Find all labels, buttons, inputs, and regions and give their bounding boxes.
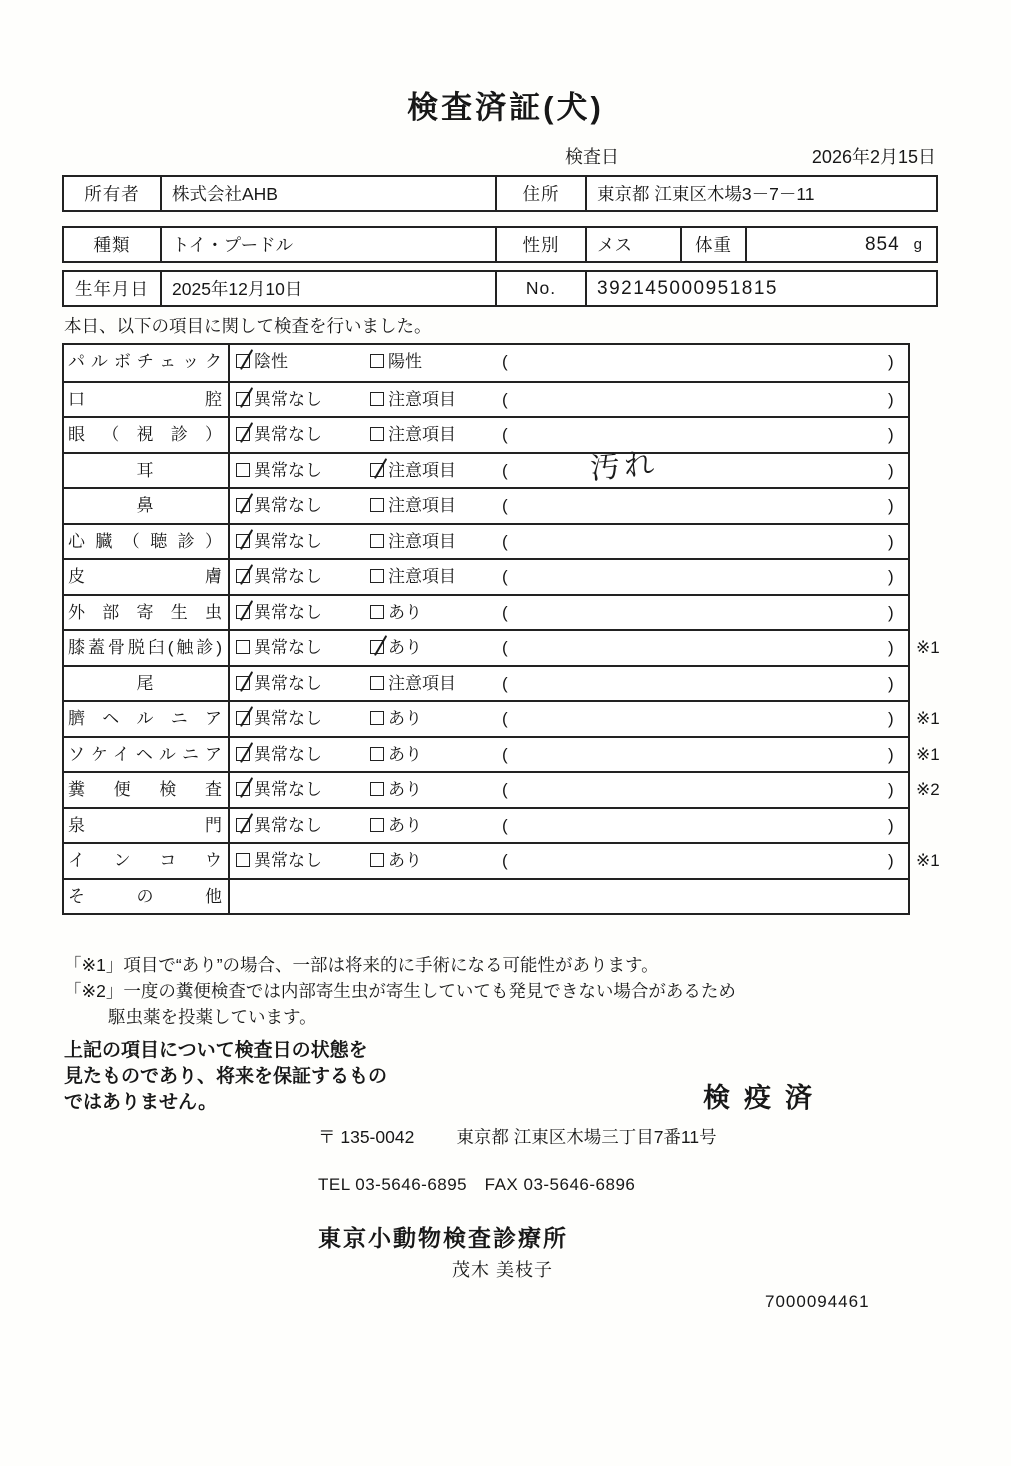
option-label: 注意項目 [388,673,456,693]
paren-open: ( [502,602,508,622]
paren-handwritten-value: 汚れ [588,445,660,487]
owner-table [62,175,938,212]
checkbox-icon [236,534,250,548]
paren-close: ) [888,815,894,835]
row-label: ソケイヘルニア [64,738,230,772]
checkbox-icon [236,853,250,867]
option-1 [236,844,322,877]
row-label: 鼻 [64,489,230,523]
clinic-postal-row [318,1124,717,1149]
weight-value-cell [747,228,936,261]
row-content [230,631,940,665]
checklist-row [64,771,940,807]
row-content [230,489,908,523]
checklist-row [64,523,908,559]
clinic-tel-fax: TEL 03-5646-6895 FAX 03-5646-6896 [318,1175,636,1194]
option-2 [370,809,422,842]
row-content [230,345,908,381]
paren-close: ) [888,851,894,870]
option-2 [370,489,456,522]
inspection-date-value: 2026年2月15日 [811,147,936,167]
option-label: 異常なし [254,673,322,693]
option-1 [236,773,322,806]
option-label: 異常なし [254,744,322,764]
option-2 [370,738,422,771]
option-2 [370,560,456,593]
paren-open: ( [502,780,508,799]
option-1 [236,383,322,416]
row-label: 泉門 [64,809,230,843]
option-label: 異常なし [254,780,322,799]
option-1 [236,702,322,735]
checklist-row [64,445,908,488]
option-label: 異常なし [254,389,322,409]
row-label: 口腔 [64,383,230,417]
option-1 [236,667,322,700]
checklist-row [64,736,940,772]
weight-value: 854 [864,233,900,255]
serial-number: 7000094461 [765,1292,870,1311]
footnotes [64,952,736,1030]
paren-open: ( [502,567,508,586]
paren-close: ) [888,496,894,515]
row-label: 膝蓋骨脱臼(触診) [64,631,230,665]
option-2 [370,631,422,664]
checkbox-icon [236,676,250,690]
paren-close: ) [888,602,894,622]
option-1 [236,596,322,629]
row-content [230,445,908,488]
option-label: 注意項目 [388,567,456,586]
option-2 [370,418,456,451]
row-content [230,418,908,452]
disclaimer-line-1: 上記の項目について検査日の状態を [64,1040,368,1061]
birth-table [62,270,938,307]
row-note: ※1 [916,851,940,870]
weight-unit: g [913,236,922,253]
sex-value: メス [587,228,682,261]
paren-open: ( [502,389,508,409]
row-label: 眼（視診） [64,418,230,452]
option-1 [236,489,322,522]
paren-close: ) [888,531,894,551]
clinic-name: 東京小動物検査診療所 [318,1225,568,1251]
checkbox-icon [370,569,384,583]
option-label: 注意項目 [388,389,456,409]
option-2 [370,525,456,558]
paren-close: ) [888,709,894,728]
row-content [230,738,940,772]
option-1 [236,418,322,451]
option-label: あり [388,709,422,728]
option-2 [370,773,422,806]
quarantine-stamp: 検疫済 [703,1083,826,1113]
checkbox-icon [370,605,384,619]
paren-close: ) [888,352,894,371]
row-content [230,383,908,417]
option-label: 異常なし [254,602,322,622]
paren-close: ) [888,744,894,764]
option-2 [370,454,456,487]
row-note: ※2 [916,780,940,799]
footnote-1: 「※1」項目で“あり”の場合、一部は将来的に手術になる可能性があります。 [64,955,659,975]
checkbox-icon [236,392,250,406]
checkbox-icon [370,392,384,406]
inspection-date-label: 検査日 [565,147,619,167]
checkbox-icon [236,569,250,583]
row-content [230,809,908,843]
disclaimer [64,1038,387,1116]
address-value: 東京都 江東区木場3－7－11 [597,184,815,204]
checkbox-icon [236,747,250,761]
breed-label: 種類 [64,228,162,261]
birth-label: 生年月日 [64,272,162,305]
row-content [230,702,940,736]
checklist-table [62,343,940,915]
paren-close: ) [888,780,894,799]
option-label: あり [388,780,422,799]
row-content [230,596,908,630]
option-1 [236,454,322,487]
option-1 [236,738,322,771]
checklist-row [64,665,908,701]
page-title: 検査済証(犬) [407,90,604,125]
row-note: ※1 [916,709,940,728]
row-label: その他 [64,880,230,914]
option-label: あり [388,744,422,764]
row-content [230,844,940,878]
option-label: 異常なし [254,425,322,444]
checklist-row [64,487,908,523]
clinic-person-name: 茂木 美枝子 [452,1260,554,1280]
row-label: 皮膚 [64,560,230,594]
breed-value: トイ・プードル [162,228,497,261]
inspection-date-row [62,143,938,167]
option-2 [370,383,456,416]
paren-close: ) [888,460,894,480]
checklist-row [64,807,908,843]
checkbox-icon [370,711,384,725]
checkbox-icon [370,782,384,796]
option-1 [236,345,288,378]
no-value-cell [587,272,936,305]
paren-open: ( [502,638,508,657]
checklist-row [64,629,940,665]
paren-open: ( [502,460,508,480]
option-label: 異常なし [254,851,322,870]
checkbox-icon [370,498,384,512]
clinic-postal-code: 〒 135-0042 [318,1127,415,1147]
paren-close: ) [888,673,894,693]
row-label: 外部寄生虫 [64,596,230,630]
checkbox-icon [370,463,384,477]
checkbox-icon [236,640,250,654]
checklist-row [64,700,940,736]
birth-value: 2025年12月10日 [162,272,497,305]
row-content [230,560,908,594]
checklist-row [64,842,940,878]
row-content [230,880,908,914]
paren-close: ) [888,567,894,586]
disclaimer-line-3: ではありません。 [64,1092,218,1113]
option-1 [236,560,322,593]
checkbox-icon [370,534,384,548]
row-label: 臍ヘルニア [64,702,230,736]
checklist-row [64,345,908,381]
row-label: パルボチェック [64,345,230,381]
row-note: ※1 [916,744,940,764]
option-label: 注意項目 [388,531,456,551]
option-1 [236,525,322,558]
option-label: 注意項目 [388,425,456,444]
checkbox-icon [236,427,250,441]
owner-value: 株式会社AHB [162,177,497,210]
option-label: 異常なし [254,638,322,657]
no-label: No. [497,272,587,305]
checkbox-icon [236,818,250,832]
checklist-row [64,594,908,630]
option-label: 注意項目 [388,460,456,480]
option-label: あり [388,851,422,870]
row-content [230,773,940,807]
option-2 [370,844,422,877]
checkbox-icon [236,605,250,619]
option-1 [236,631,322,664]
option-label: あり [388,638,422,657]
row-label: 耳 [64,454,230,488]
row-label: 糞便検査 [64,773,230,807]
paren-open: ( [502,851,508,870]
checkbox-icon [370,354,384,368]
row-label: 心臓（聴診） [64,525,230,559]
paren-close: ) [888,425,894,444]
checklist-row [64,878,908,914]
option-label: 異常なし [254,460,322,480]
checkbox-icon [370,747,384,761]
checkbox-icon [236,354,250,368]
paren-close: ) [888,389,894,409]
checkbox-icon [236,711,250,725]
sex-label: 性別 [497,228,587,261]
paren-open: ( [502,744,508,764]
paren-open: ( [502,425,508,444]
option-label: 異常なし [254,815,322,835]
checkbox-icon [370,427,384,441]
option-label: 陰性 [254,352,288,371]
option-label: 異常なし [254,531,322,551]
paren-open: ( [502,496,508,515]
row-content [230,667,908,701]
option-label: あり [388,602,422,622]
no-value: 392145000951815 [597,277,779,299]
checkbox-icon [370,818,384,832]
clinic-address: 東京都 江東区木場三丁目7番11号 [456,1127,717,1147]
footnote-2-continued: 駆虫薬を投薬しています。 [108,1007,317,1027]
checkbox-icon [370,676,384,690]
paren-open: ( [502,709,508,728]
checklist-row [64,416,908,452]
row-content [230,525,908,559]
footnote-2: 「※2」一度の糞便検査では内部寄生虫が寄生していても発見できない場合があるため [64,981,736,1001]
option-1 [236,809,322,842]
paren-open: ( [502,673,508,693]
paren-open: ( [502,352,508,371]
paren-open: ( [502,531,508,551]
paren-open: ( [502,815,508,835]
owner-label: 所有者 [64,177,162,210]
option-2 [370,702,422,735]
row-label: 尾 [64,667,230,701]
checkbox-icon [236,463,250,477]
option-2 [370,667,456,700]
address-label: 住所 [497,177,587,210]
option-label: 注意項目 [388,496,456,515]
checklist-body [64,345,940,913]
checklist-row [64,381,908,417]
paren-close: ) [888,638,894,657]
checkbox-icon [236,498,250,512]
option-label: あり [388,815,422,835]
option-2 [370,345,422,378]
option-label: 異常なし [254,709,322,728]
checkbox-icon [370,853,384,867]
breed-table [62,226,938,263]
option-label: 異常なし [254,496,322,515]
checkbox-icon [236,782,250,796]
option-label: 陽性 [388,352,422,371]
option-2 [370,596,422,629]
option-label: 異常なし [254,567,322,586]
intro-text: 本日、以下の項目に関して検査を行いました。 [64,316,432,336]
checklist-row [64,558,908,594]
row-note: ※1 [916,638,940,657]
row-label: インコウ [64,844,230,878]
checkbox-icon [370,640,384,654]
weight-label: 体重 [682,228,747,261]
disclaimer-line-2: 見たものであり、将来を保証するもの [64,1066,388,1087]
